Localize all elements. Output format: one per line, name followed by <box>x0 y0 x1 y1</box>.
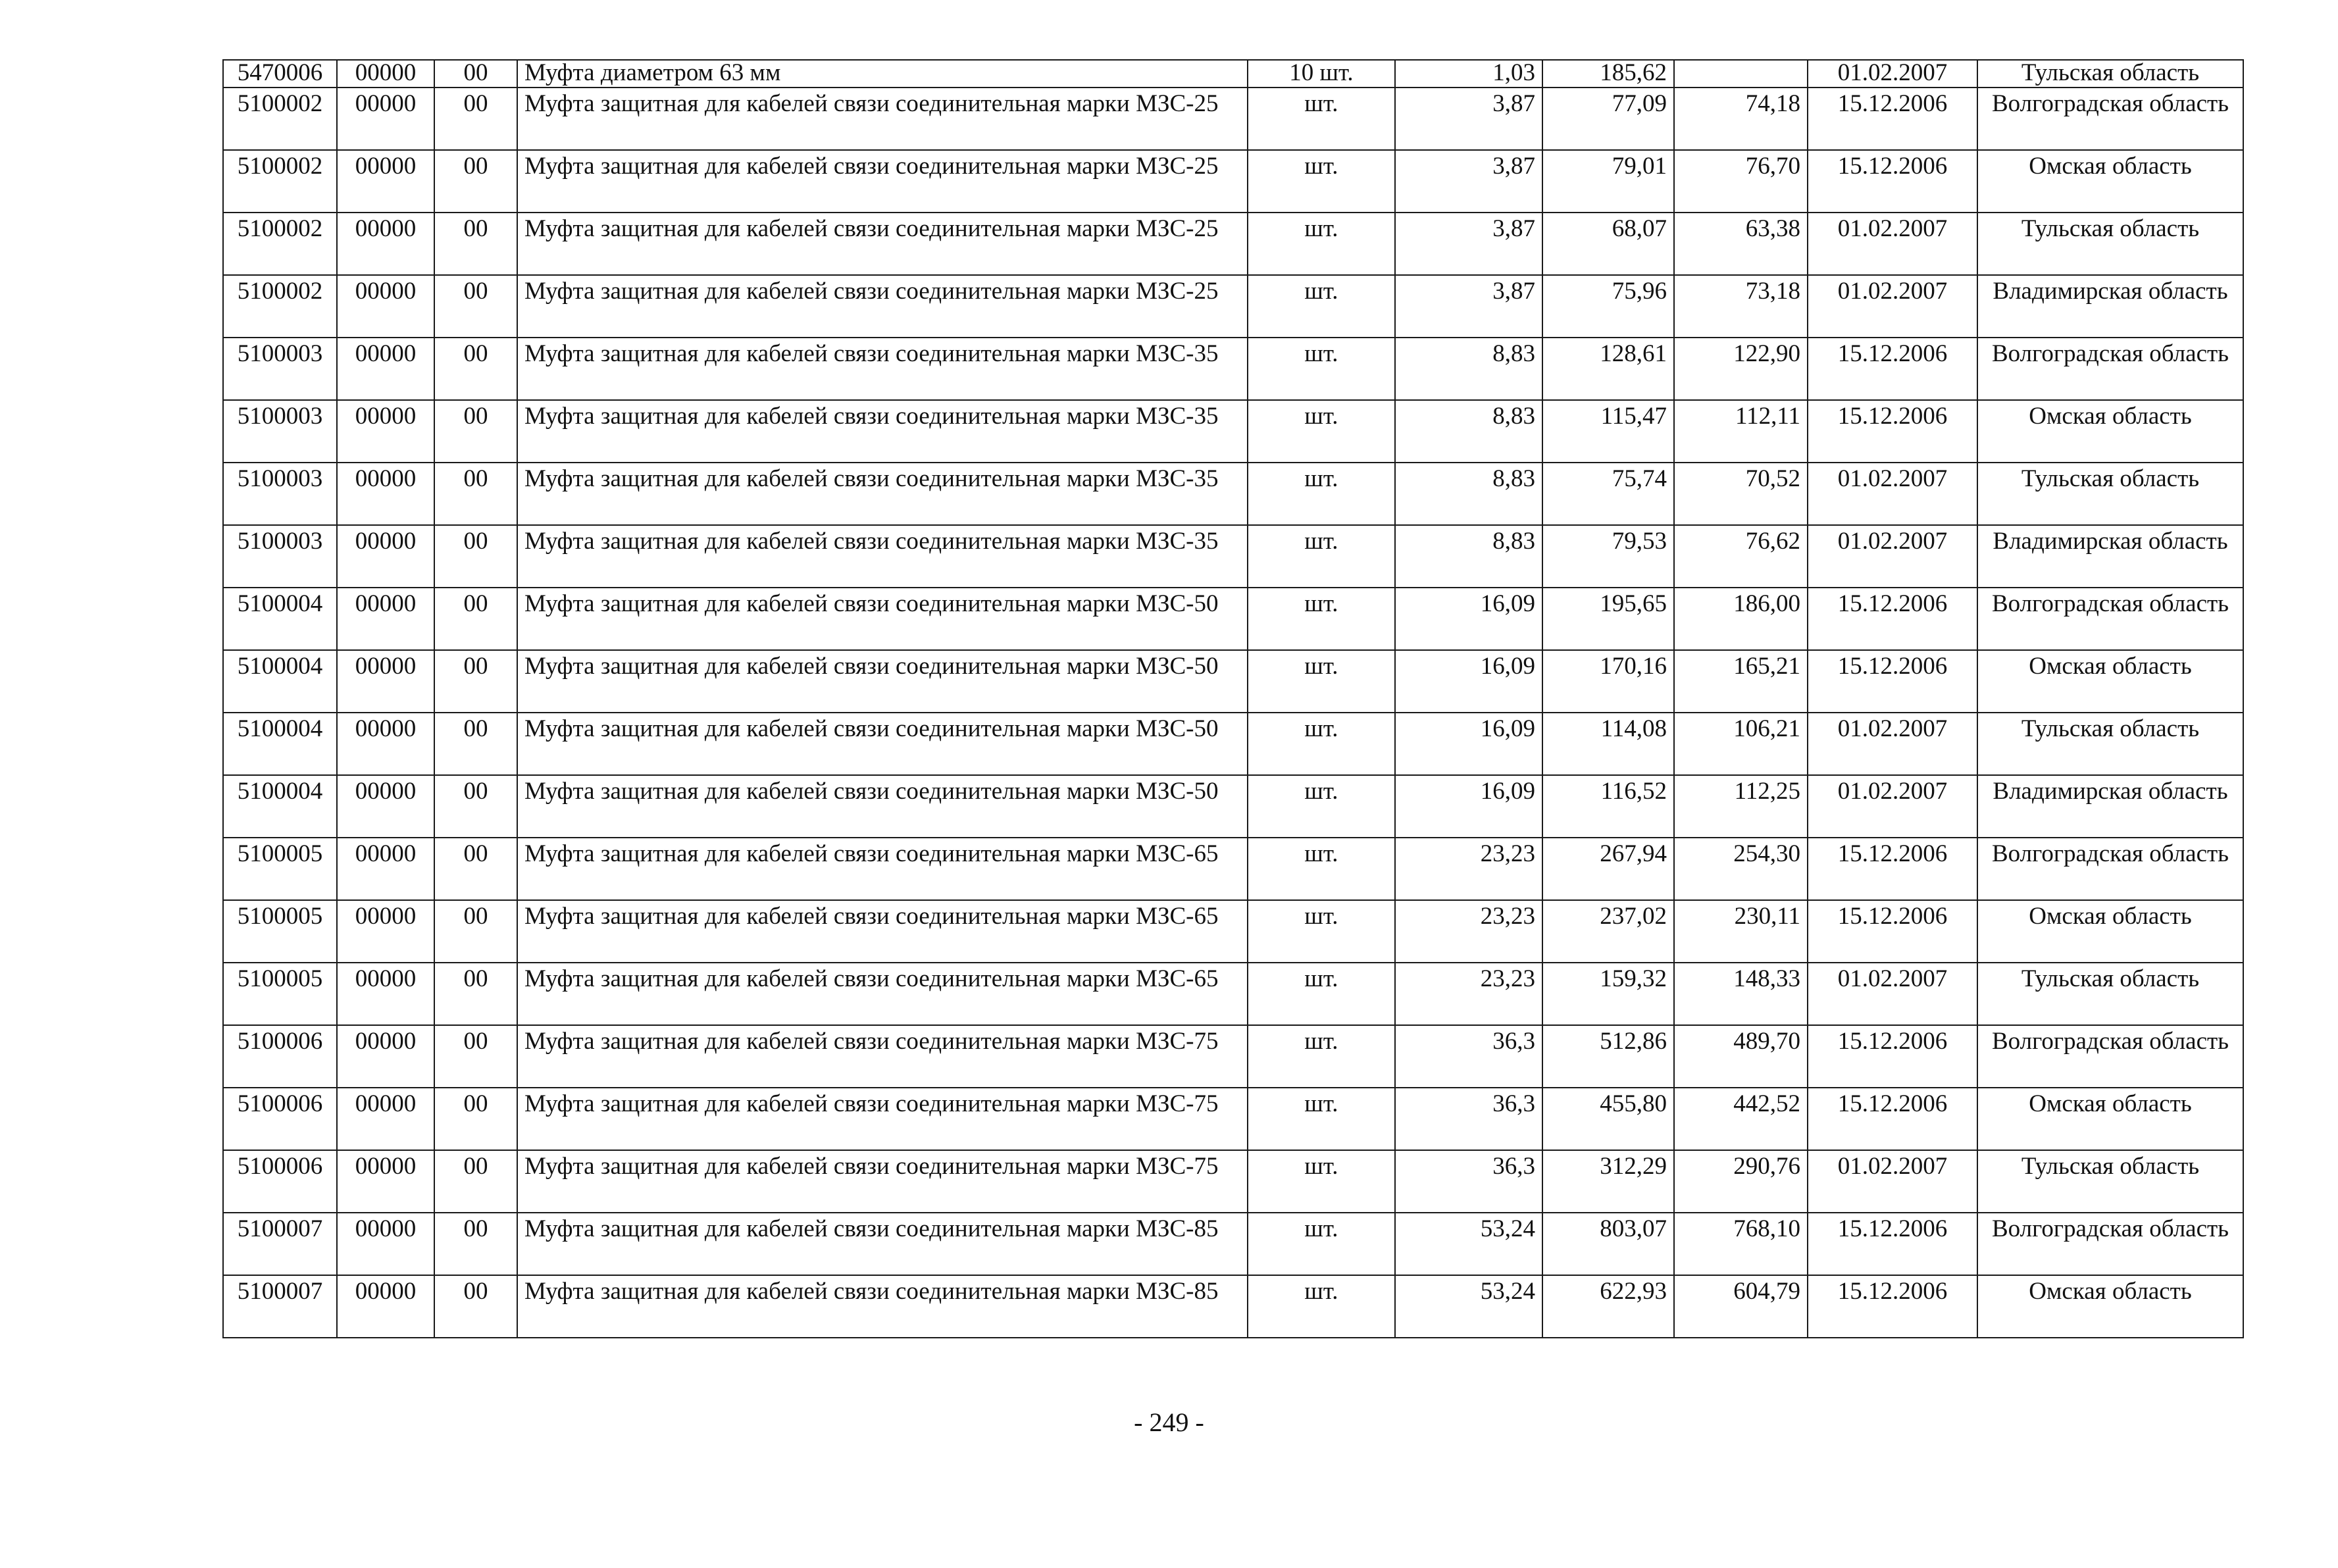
region-cell: Владимирская область <box>1977 275 2243 338</box>
subcode-cell: 00000 <box>337 963 434 1025</box>
date-cell: 01.02.2007 <box>1808 1150 1977 1213</box>
description-cell: Муфта защитная для кабелей связи соединительная марки МЗС-25 <box>517 275 1248 338</box>
unit-cell: шт. <box>1248 88 1395 150</box>
table-row <box>223 1213 2243 1275</box>
unit-cell: шт. <box>1248 213 1395 275</box>
price-alt-cell: 230,11 <box>1674 900 1808 963</box>
price-cell: 68,07 <box>1542 213 1674 275</box>
price-cell: 79,53 <box>1542 525 1674 588</box>
price-cell: 195,65 <box>1542 588 1674 650</box>
price-alt-cell: 604,79 <box>1674 1275 1808 1338</box>
table-row <box>223 1088 2243 1150</box>
description-cell: Муфта защитная для кабелей связи соединительная марки МЗС-85 <box>517 1275 1248 1338</box>
table-row <box>223 900 2243 963</box>
quantity-cell: 23,23 <box>1395 838 1542 900</box>
price-alt-cell: 76,70 <box>1674 150 1808 213</box>
subcode-cell: 00000 <box>337 338 434 400</box>
date-cell: 15.12.2006 <box>1808 1025 1977 1088</box>
unit-cell: шт. <box>1248 525 1395 588</box>
date-cell: 15.12.2006 <box>1808 650 1977 713</box>
date-cell: 15.12.2006 <box>1808 1088 1977 1150</box>
price-table <box>222 59 2244 1338</box>
table-row <box>223 775 2243 838</box>
subcode-cell: 00000 <box>337 88 434 150</box>
unit-cell: шт. <box>1248 1213 1395 1275</box>
quantity-cell: 16,09 <box>1395 713 1542 775</box>
quantity-cell: 8,83 <box>1395 400 1542 463</box>
price-alt-cell: 112,11 <box>1674 400 1808 463</box>
quantity-cell: 3,87 <box>1395 88 1542 150</box>
index-cell: 00 <box>434 400 517 463</box>
quantity-cell: 3,87 <box>1395 213 1542 275</box>
price-cell: 159,32 <box>1542 963 1674 1025</box>
item-code-cell: 5100004 <box>223 650 337 713</box>
region-cell: Волгоградская область <box>1977 588 2243 650</box>
quantity-cell: 16,09 <box>1395 775 1542 838</box>
index-cell: 00 <box>434 650 517 713</box>
quantity-cell: 8,83 <box>1395 338 1542 400</box>
quantity-cell: 8,83 <box>1395 525 1542 588</box>
quantity-cell: 8,83 <box>1395 463 1542 525</box>
region-cell: Омская область <box>1977 900 2243 963</box>
index-cell: 00 <box>434 775 517 838</box>
description-cell: Муфта защитная для кабелей связи соединительная марки МЗС-35 <box>517 338 1248 400</box>
price-alt-cell: 148,33 <box>1674 963 1808 1025</box>
region-cell: Волгоградская область <box>1977 338 2243 400</box>
quantity-cell: 16,09 <box>1395 588 1542 650</box>
date-cell: 15.12.2006 <box>1808 88 1977 150</box>
date-cell: 15.12.2006 <box>1808 588 1977 650</box>
description-cell: Муфта защитная для кабелей связи соединительная марки МЗС-25 <box>517 213 1248 275</box>
date-cell: 15.12.2006 <box>1808 400 1977 463</box>
item-code-cell: 5100007 <box>223 1213 337 1275</box>
unit-cell: шт. <box>1248 1088 1395 1150</box>
description-cell: Муфта защитная для кабелей связи соединительная марки МЗС-65 <box>517 963 1248 1025</box>
subcode-cell: 00000 <box>337 60 434 88</box>
index-cell: 00 <box>434 1275 517 1338</box>
quantity-cell: 1,03 <box>1395 60 1542 88</box>
table-row <box>223 588 2243 650</box>
quantity-cell: 3,87 <box>1395 150 1542 213</box>
unit-cell: шт. <box>1248 713 1395 775</box>
date-cell: 01.02.2007 <box>1808 963 1977 1025</box>
date-cell: 15.12.2006 <box>1808 838 1977 900</box>
price-alt-cell: 63,38 <box>1674 213 1808 275</box>
region-cell: Омская область <box>1977 650 2243 713</box>
description-cell: Муфта защитная для кабелей связи соединительная марки МЗС-35 <box>517 525 1248 588</box>
description-cell: Муфта защитная для кабелей связи соединительная марки МЗС-50 <box>517 775 1248 838</box>
price-alt-cell: 76,62 <box>1674 525 1808 588</box>
unit-cell: шт. <box>1248 338 1395 400</box>
index-cell: 00 <box>434 525 517 588</box>
description-cell: Муфта защитная для кабелей связи соединительная марки МЗС-50 <box>517 588 1248 650</box>
description-cell: Муфта защитная для кабелей связи соединительная марки МЗС-35 <box>517 400 1248 463</box>
price-cell: 128,61 <box>1542 338 1674 400</box>
price-alt-cell: 106,21 <box>1674 713 1808 775</box>
price-alt-cell: 254,30 <box>1674 838 1808 900</box>
unit-cell: шт. <box>1248 775 1395 838</box>
price-cell: 115,47 <box>1542 400 1674 463</box>
table-row <box>223 963 2243 1025</box>
subcode-cell: 00000 <box>337 213 434 275</box>
quantity-cell: 3,87 <box>1395 275 1542 338</box>
index-cell: 00 <box>434 588 517 650</box>
item-code-cell: 5100002 <box>223 275 337 338</box>
subcode-cell: 00000 <box>337 1275 434 1338</box>
unit-cell: шт. <box>1248 275 1395 338</box>
price-alt-cell: 768,10 <box>1674 1213 1808 1275</box>
index-cell: 00 <box>434 88 517 150</box>
price-alt-cell: 70,52 <box>1674 463 1808 525</box>
subcode-cell: 00000 <box>337 1213 434 1275</box>
subcode-cell: 00000 <box>337 1025 434 1088</box>
region-cell: Тульская область <box>1977 713 2243 775</box>
region-cell: Волгоградская область <box>1977 1213 2243 1275</box>
description-cell: Муфта защитная для кабелей связи соединительная марки МЗС-75 <box>517 1088 1248 1150</box>
item-code-cell: 5100005 <box>223 900 337 963</box>
region-cell: Омская область <box>1977 400 2243 463</box>
price-alt-cell: 73,18 <box>1674 275 1808 338</box>
price-cell: 455,80 <box>1542 1088 1674 1150</box>
table-row <box>223 400 2243 463</box>
item-code-cell: 5100004 <box>223 713 337 775</box>
unit-cell: шт. <box>1248 838 1395 900</box>
price-cell: 116,52 <box>1542 775 1674 838</box>
table-row <box>223 1275 2243 1338</box>
price-alt-cell: 186,00 <box>1674 588 1808 650</box>
table-row <box>223 60 2243 88</box>
quantity-cell: 36,3 <box>1395 1150 1542 1213</box>
price-alt-cell: 74,18 <box>1674 88 1808 150</box>
index-cell: 00 <box>434 1025 517 1088</box>
table-row <box>223 838 2243 900</box>
table-row <box>223 150 2243 213</box>
table-row <box>223 1150 2243 1213</box>
region-cell: Волгоградская область <box>1977 838 2243 900</box>
description-cell: Муфта защитная для кабелей связи соединительная марки МЗС-35 <box>517 463 1248 525</box>
price-cell: 79,01 <box>1542 150 1674 213</box>
table-row <box>223 88 2243 150</box>
region-cell: Волгоградская область <box>1977 88 2243 150</box>
price-cell: 77,09 <box>1542 88 1674 150</box>
region-cell: Тульская область <box>1977 213 2243 275</box>
table-row <box>223 463 2243 525</box>
price-cell: 312,29 <box>1542 1150 1674 1213</box>
price-alt-cell: 489,70 <box>1674 1025 1808 1088</box>
region-cell: Владимирская область <box>1977 525 2243 588</box>
index-cell: 00 <box>434 1213 517 1275</box>
description-cell: Муфта защитная для кабелей связи соединительная марки МЗС-65 <box>517 900 1248 963</box>
region-cell: Омская область <box>1977 150 2243 213</box>
quantity-cell: 23,23 <box>1395 963 1542 1025</box>
description-cell: Муфта защитная для кабелей связи соединительная марки МЗС-50 <box>517 650 1248 713</box>
item-code-cell: 5100002 <box>223 88 337 150</box>
description-cell: Муфта защитная для кабелей связи соединительная марки МЗС-75 <box>517 1025 1248 1088</box>
unit-cell: шт. <box>1248 1025 1395 1088</box>
table-row <box>223 713 2243 775</box>
index-cell: 00 <box>434 1150 517 1213</box>
quantity-cell: 36,3 <box>1395 1088 1542 1150</box>
price-alt-cell: 165,21 <box>1674 650 1808 713</box>
price-cell: 75,96 <box>1542 275 1674 338</box>
unit-cell: шт. <box>1248 1275 1395 1338</box>
item-code-cell: 5100006 <box>223 1025 337 1088</box>
table-body <box>223 60 2243 1338</box>
quantity-cell: 23,23 <box>1395 900 1542 963</box>
description-cell: Муфта защитная для кабелей связи соединительная марки МЗС-85 <box>517 1213 1248 1275</box>
index-cell: 00 <box>434 963 517 1025</box>
region-cell: Омская область <box>1977 1275 2243 1338</box>
table-row <box>223 213 2243 275</box>
item-code-cell: 5100003 <box>223 463 337 525</box>
region-cell: Тульская область <box>1977 463 2243 525</box>
price-cell: 622,93 <box>1542 1275 1674 1338</box>
price-cell: 75,74 <box>1542 463 1674 525</box>
price-cell: 185,62 <box>1542 60 1674 88</box>
index-cell: 00 <box>434 275 517 338</box>
date-cell: 01.02.2007 <box>1808 775 1977 838</box>
table-row <box>223 338 2243 400</box>
description-cell: Муфта защитная для кабелей связи соединительная марки МЗС-50 <box>517 713 1248 775</box>
date-cell: 15.12.2006 <box>1808 1275 1977 1338</box>
price-alt-cell: 290,76 <box>1674 1150 1808 1213</box>
date-cell: 01.02.2007 <box>1808 463 1977 525</box>
quantity-cell: 53,24 <box>1395 1213 1542 1275</box>
index-cell: 00 <box>434 838 517 900</box>
date-cell: 01.02.2007 <box>1808 713 1977 775</box>
subcode-cell: 00000 <box>337 775 434 838</box>
subcode-cell: 00000 <box>337 463 434 525</box>
date-cell: 15.12.2006 <box>1808 1213 1977 1275</box>
subcode-cell: 00000 <box>337 713 434 775</box>
unit-cell: шт. <box>1248 463 1395 525</box>
unit-cell: шт. <box>1248 963 1395 1025</box>
subcode-cell: 00000 <box>337 650 434 713</box>
item-code-cell: 5100003 <box>223 338 337 400</box>
item-code-cell: 5100002 <box>223 150 337 213</box>
region-cell: Тульская область <box>1977 60 2243 88</box>
table-row <box>223 1025 2243 1088</box>
price-alt-cell: 112,25 <box>1674 775 1808 838</box>
unit-cell: 10 шт. <box>1248 60 1395 88</box>
item-code-cell: 5100006 <box>223 1088 337 1150</box>
price-cell: 237,02 <box>1542 900 1674 963</box>
date-cell: 01.02.2007 <box>1808 525 1977 588</box>
region-cell: Тульская область <box>1977 963 2243 1025</box>
subcode-cell: 00000 <box>337 150 434 213</box>
price-alt-cell <box>1674 60 1808 88</box>
subcode-cell: 00000 <box>337 525 434 588</box>
index-cell: 00 <box>434 713 517 775</box>
description-cell: Муфта защитная для кабелей связи соединительная марки МЗС-65 <box>517 838 1248 900</box>
price-cell: 267,94 <box>1542 838 1674 900</box>
index-cell: 00 <box>434 900 517 963</box>
unit-cell: шт. <box>1248 588 1395 650</box>
item-code-cell: 5100005 <box>223 963 337 1025</box>
subcode-cell: 00000 <box>337 900 434 963</box>
date-cell: 15.12.2006 <box>1808 900 1977 963</box>
subcode-cell: 00000 <box>337 1150 434 1213</box>
subcode-cell: 00000 <box>337 1088 434 1150</box>
quantity-cell: 16,09 <box>1395 650 1542 713</box>
unit-cell: шт. <box>1248 400 1395 463</box>
index-cell: 00 <box>434 150 517 213</box>
description-cell: Муфта защитная для кабелей связи соединительная марки МЗС-75 <box>517 1150 1248 1213</box>
index-cell: 00 <box>434 338 517 400</box>
price-cell: 114,08 <box>1542 713 1674 775</box>
index-cell: 00 <box>434 1088 517 1150</box>
item-code-cell: 5100005 <box>223 838 337 900</box>
unit-cell: шт. <box>1248 150 1395 213</box>
date-cell: 01.02.2007 <box>1808 60 1977 88</box>
index-cell: 00 <box>434 213 517 275</box>
page-number: - 249 - <box>1134 1407 1204 1437</box>
description-cell: Муфта защитная для кабелей связи соединительная марки МЗС-25 <box>517 150 1248 213</box>
subcode-cell: 00000 <box>337 275 434 338</box>
subcode-cell: 00000 <box>337 838 434 900</box>
date-cell: 15.12.2006 <box>1808 338 1977 400</box>
description-cell: Муфта защитная для кабелей связи соединительная марки МЗС-25 <box>517 88 1248 150</box>
table-row <box>223 525 2243 588</box>
index-cell: 00 <box>434 60 517 88</box>
unit-cell: шт. <box>1248 900 1395 963</box>
description-cell: Муфта диаметром 63 мм <box>517 60 1248 88</box>
table-row <box>223 650 2243 713</box>
price-cell: 170,16 <box>1542 650 1674 713</box>
region-cell: Тульская область <box>1977 1150 2243 1213</box>
region-cell: Омская область <box>1977 1088 2243 1150</box>
date-cell: 15.12.2006 <box>1808 150 1977 213</box>
item-code-cell: 5100004 <box>223 775 337 838</box>
item-code-cell: 5100003 <box>223 525 337 588</box>
subcode-cell: 00000 <box>337 588 434 650</box>
price-cell: 803,07 <box>1542 1213 1674 1275</box>
item-code-cell: 5100006 <box>223 1150 337 1213</box>
price-alt-cell: 122,90 <box>1674 338 1808 400</box>
region-cell: Волгоградская область <box>1977 1025 2243 1088</box>
table-row <box>223 275 2243 338</box>
price-alt-cell: 442,52 <box>1674 1088 1808 1150</box>
unit-cell: шт. <box>1248 1150 1395 1213</box>
date-cell: 01.02.2007 <box>1808 275 1977 338</box>
unit-cell: шт. <box>1248 650 1395 713</box>
subcode-cell: 00000 <box>337 400 434 463</box>
date-cell: 01.02.2007 <box>1808 213 1977 275</box>
item-code-cell: 5100003 <box>223 400 337 463</box>
quantity-cell: 53,24 <box>1395 1275 1542 1338</box>
region-cell: Владимирская область <box>1977 775 2243 838</box>
item-code-cell: 5100002 <box>223 213 337 275</box>
quantity-cell: 36,3 <box>1395 1025 1542 1088</box>
index-cell: 00 <box>434 463 517 525</box>
item-code-cell: 5100007 <box>223 1275 337 1338</box>
item-code-cell: 5100004 <box>223 588 337 650</box>
item-code-cell: 5470006 <box>223 60 337 88</box>
price-cell: 512,86 <box>1542 1025 1674 1088</box>
